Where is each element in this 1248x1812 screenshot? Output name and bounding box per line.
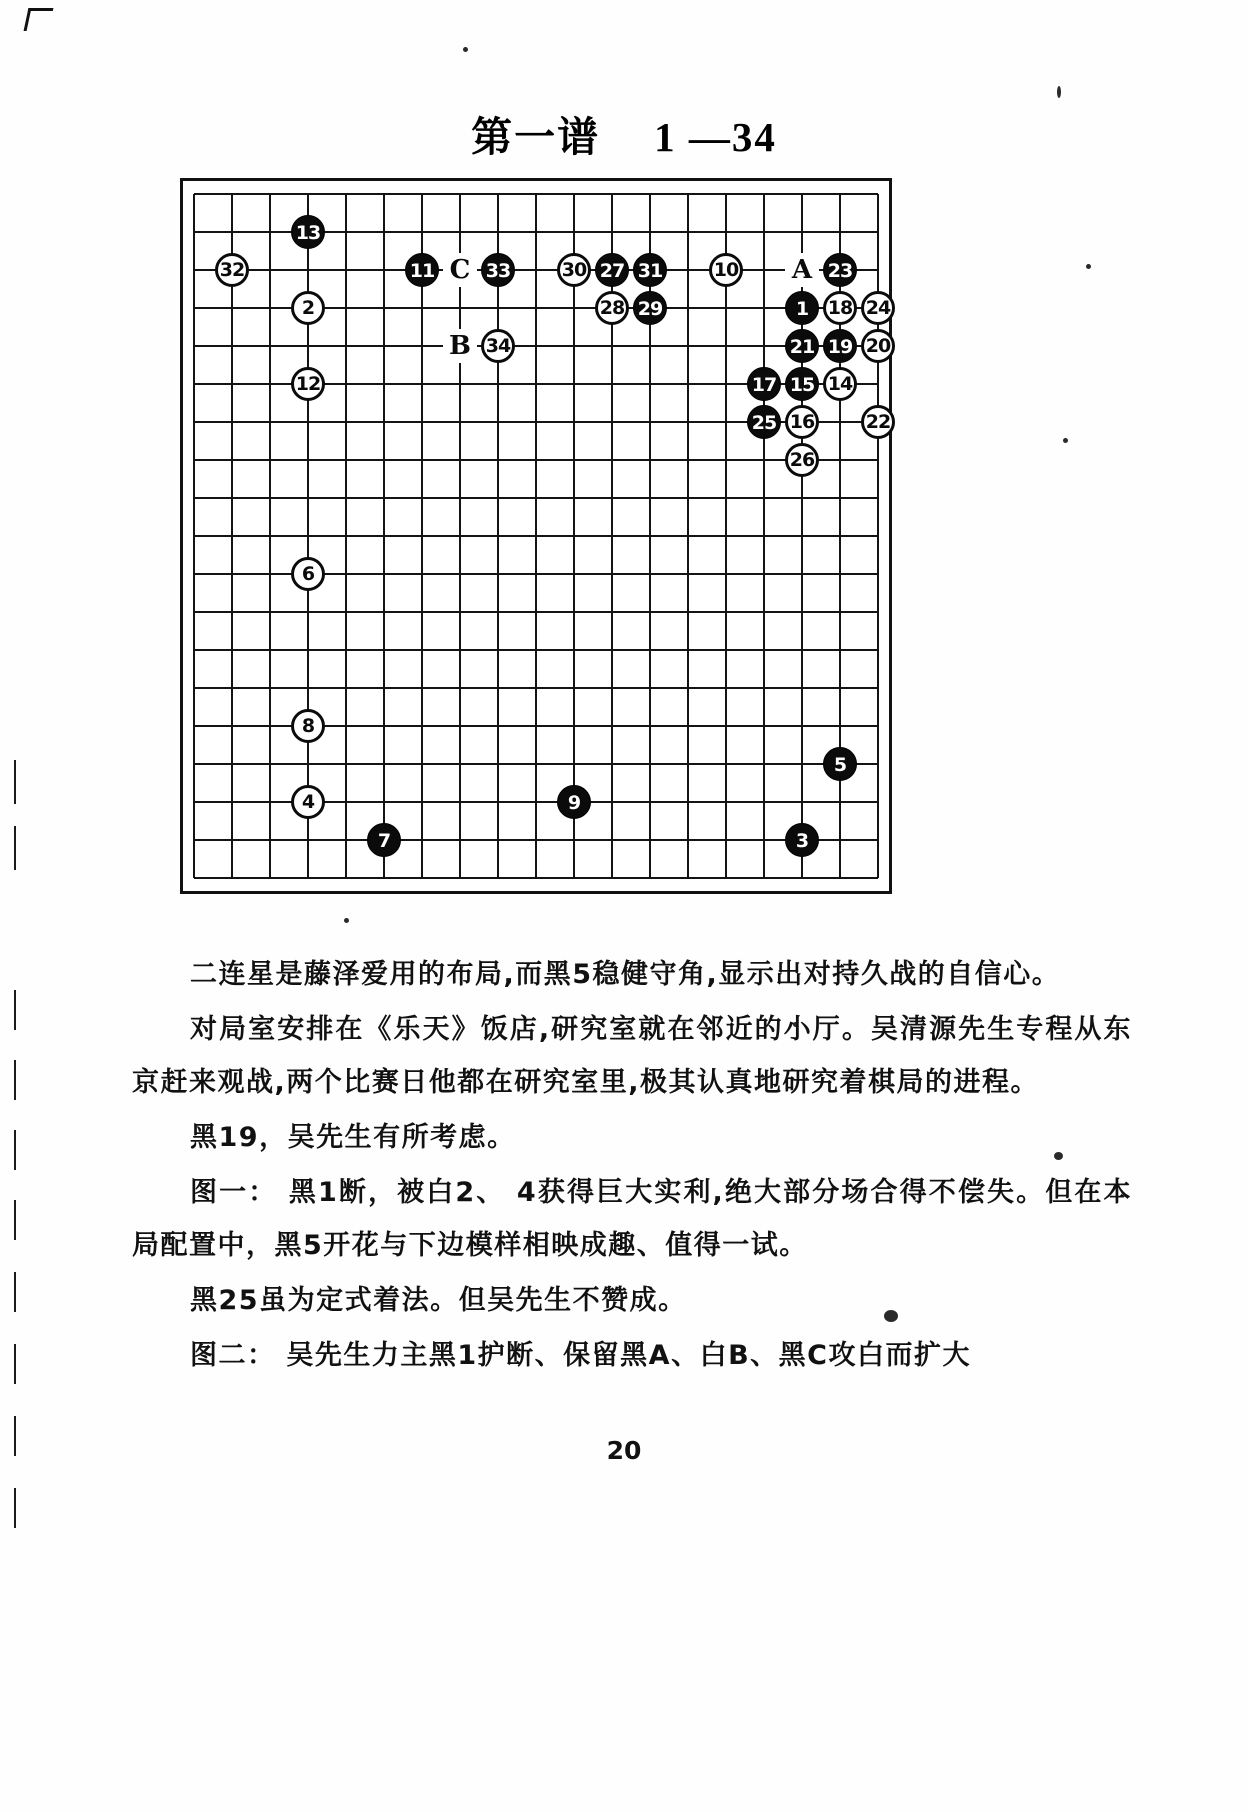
grid-line-vertical [763, 194, 765, 878]
go-stone-black-1[interactable]: 1 [785, 291, 819, 325]
commentary-paragraph-6: 图二： 吴先生力主黑1护断、保留黑A、白B、黑C攻白而扩大 [190, 1340, 971, 1371]
edge-tick [14, 1272, 16, 1312]
board-marker-b: B [443, 329, 477, 363]
scan-speck [463, 47, 468, 52]
commentary-paragraph-5: 黑25虽为定式着法。但吴先生不赞成。 [190, 1285, 687, 1316]
kifu-move-range: 1 —34 [654, 114, 777, 160]
edge-tick [14, 990, 16, 1030]
edge-tick [14, 760, 16, 804]
go-stone-white-14[interactable]: 14 [823, 367, 857, 401]
go-stone-white-26[interactable]: 26 [785, 443, 819, 477]
go-stone-black-9[interactable]: 9 [557, 785, 591, 819]
go-stone-black-15[interactable]: 15 [785, 367, 819, 401]
grid-line-horizontal [194, 687, 878, 689]
edge-tick [14, 826, 16, 870]
go-stone-white-24[interactable]: 24 [861, 291, 895, 325]
kifu-title-label: 第一谱 [471, 113, 601, 161]
go-stone-white-8[interactable]: 8 [291, 709, 325, 743]
grid-line-vertical [573, 194, 575, 878]
commentary-block [132, 948, 1132, 1384]
go-stone-white-18[interactable]: 18 [823, 291, 857, 325]
go-stone-white-34[interactable]: 34 [481, 329, 515, 363]
grid-line-horizontal [194, 763, 878, 765]
go-stone-black-25[interactable]: 25 [747, 405, 781, 439]
grid-line-vertical [725, 194, 727, 878]
go-stone-black-11[interactable]: 11 [405, 253, 439, 287]
page-title [0, 104, 1248, 163]
commentary-paragraph-1: 二连星是藤泽爱用的布局,而黑5稳健守角,显示出对持久战的自信心。 [190, 959, 1061, 990]
go-stone-white-32[interactable]: 32 [215, 253, 249, 287]
go-stone-black-7[interactable]: 7 [367, 823, 401, 857]
commentary-paragraph-4: 图一： 黑1断，被白2、 4获得巨大实利,绝大部分场合得不偿失。但在本局配置中，黑5开花与下边模样相映成趣、值得一试。 [132, 1177, 1132, 1261]
go-stone-black-33[interactable]: 33 [481, 253, 515, 287]
grid-line-horizontal [194, 611, 878, 613]
go-stone-black-23[interactable]: 23 [823, 253, 857, 287]
edge-tick [14, 1344, 16, 1384]
board-marker-a: A [785, 253, 819, 287]
go-stone-black-3[interactable]: 3 [785, 823, 819, 857]
board-marker-c: C [443, 253, 477, 287]
go-stone-white-22[interactable]: 22 [861, 405, 895, 439]
edge-tick [14, 1488, 16, 1528]
go-stone-white-16[interactable]: 16 [785, 405, 819, 439]
go-stone-white-28[interactable]: 28 [595, 291, 629, 325]
go-stone-black-31[interactable]: 31 [633, 253, 667, 287]
scan-speck [1086, 264, 1091, 269]
scan-speck [344, 918, 349, 923]
go-stone-black-27[interactable]: 27 [595, 253, 629, 287]
scan-speck [1063, 438, 1068, 443]
go-stone-white-12[interactable]: 12 [291, 367, 325, 401]
go-stone-black-5[interactable]: 5 [823, 747, 857, 781]
scan-corner-mark [24, 8, 54, 31]
grid-line-horizontal [194, 649, 878, 651]
edge-tick [14, 1200, 16, 1240]
go-stone-black-21[interactable]: 21 [785, 329, 819, 363]
go-stone-black-13[interactable]: 13 [291, 215, 325, 249]
grid-line-horizontal [194, 877, 878, 879]
go-stone-white-20[interactable]: 20 [861, 329, 895, 363]
go-stone-white-2[interactable]: 2 [291, 291, 325, 325]
grid-line-vertical [687, 194, 689, 878]
commentary-paragraph-2: 对局室安排在《乐天》饭店,研究室就在邻近的小厅。吴清源先生专程从东京赶来观战,两个比赛日他都在研究室里,极其认真地研究着棋局的进程。 [132, 1014, 1132, 1098]
go-stone-white-4[interactable]: 4 [291, 785, 325, 819]
edge-tick [14, 1130, 16, 1170]
commentary-paragraph-3: 黑19，吴先生有所考虑。 [190, 1122, 516, 1153]
page-number: 20 [606, 1436, 642, 1465]
grid-line-horizontal [194, 839, 878, 841]
go-stone-white-30[interactable]: 30 [557, 253, 591, 287]
go-stone-black-17[interactable]: 17 [747, 367, 781, 401]
go-stone-white-10[interactable]: 10 [709, 253, 743, 287]
go-stone-white-6[interactable]: 6 [291, 557, 325, 591]
go-board-diagram[interactable] [180, 178, 892, 894]
go-stone-black-19[interactable]: 19 [823, 329, 857, 363]
grid-line-horizontal [194, 535, 878, 537]
scan-speck [1057, 86, 1061, 98]
edge-tick [14, 1060, 16, 1100]
go-stone-black-29[interactable]: 29 [633, 291, 667, 325]
